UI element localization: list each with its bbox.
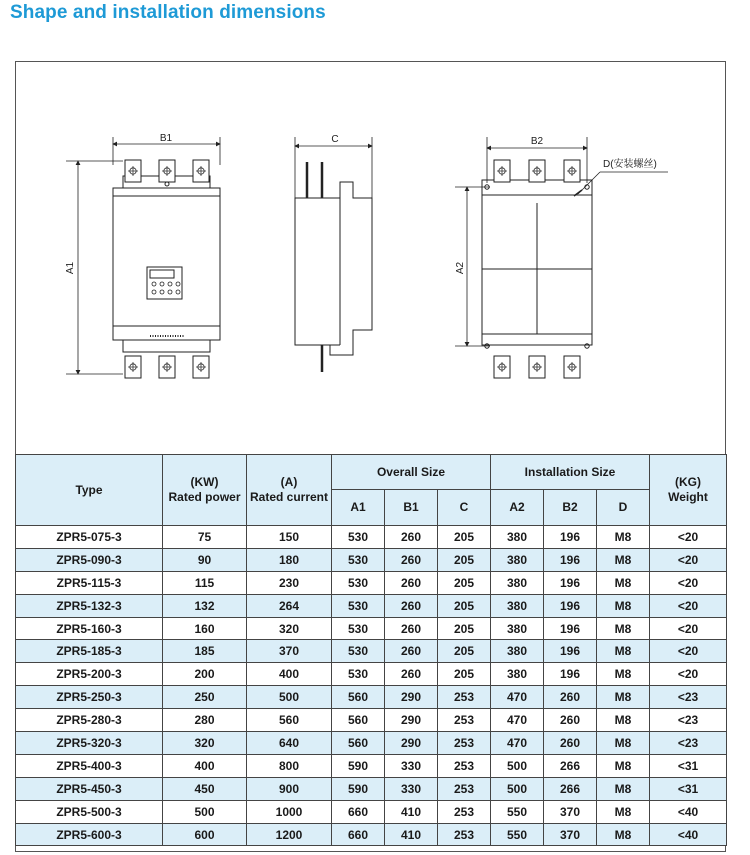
- cell-c: 205: [438, 571, 491, 594]
- cell-type: ZPR5-450-3: [16, 777, 163, 800]
- cell-weight: <20: [650, 663, 727, 686]
- cell-b2: 370: [544, 800, 597, 823]
- cell-power: 160: [163, 617, 247, 640]
- cell-type: ZPR5-160-3: [16, 617, 163, 640]
- header-weight-label: Weight: [668, 490, 708, 504]
- cell-d: M8: [597, 823, 650, 846]
- dim-label-a1: A1: [65, 261, 76, 275]
- cell-a1: 660: [332, 800, 385, 823]
- back-view: [482, 180, 592, 348]
- cell-a2: 550: [491, 823, 544, 846]
- cell-a2: 380: [491, 571, 544, 594]
- cell-current: 640: [247, 732, 332, 755]
- cell-b1: 260: [385, 526, 438, 549]
- cell-weight: <31: [650, 754, 727, 777]
- cell-current: 800: [247, 754, 332, 777]
- header-type: Type: [16, 455, 163, 526]
- header-b1: B1: [385, 490, 438, 526]
- cell-a1: 530: [332, 571, 385, 594]
- cell-d: M8: [597, 571, 650, 594]
- cell-type: ZPR5-185-3: [16, 640, 163, 663]
- cell-power: 75: [163, 526, 247, 549]
- cell-power: 500: [163, 800, 247, 823]
- cell-current: 500: [247, 686, 332, 709]
- cell-d: M8: [597, 709, 650, 732]
- cell-current: 264: [247, 594, 332, 617]
- cell-power: 185: [163, 640, 247, 663]
- cell-b2: 196: [544, 663, 597, 686]
- cell-a2: 380: [491, 640, 544, 663]
- cell-b2: 196: [544, 571, 597, 594]
- cell-current: 560: [247, 709, 332, 732]
- cell-c: 253: [438, 777, 491, 800]
- cell-d: M8: [597, 617, 650, 640]
- table-row: [16, 640, 727, 663]
- cell-d: M8: [597, 663, 650, 686]
- cell-type: ZPR5-400-3: [16, 754, 163, 777]
- cell-power: 250: [163, 686, 247, 709]
- header-installation-size: Installation Size: [491, 455, 650, 490]
- cell-a1: 560: [332, 732, 385, 755]
- cell-b2: 196: [544, 594, 597, 617]
- cell-d: M8: [597, 777, 650, 800]
- cell-b2: 260: [544, 732, 597, 755]
- cell-power: 115: [163, 571, 247, 594]
- cell-b2: 370: [544, 823, 597, 846]
- cell-a1: 530: [332, 594, 385, 617]
- cell-power: 450: [163, 777, 247, 800]
- dimension-drawing: [16, 62, 725, 454]
- cell-b2: 196: [544, 640, 597, 663]
- cell-current: 400: [247, 663, 332, 686]
- header-weight: [650, 455, 727, 526]
- cell-power: 320: [163, 732, 247, 755]
- cell-b1: 410: [385, 823, 438, 846]
- cell-a1: 560: [332, 686, 385, 709]
- table-row: [16, 754, 727, 777]
- table-row: [16, 823, 727, 846]
- table-row: [16, 526, 727, 549]
- cell-b1: 330: [385, 754, 438, 777]
- cell-c: 253: [438, 686, 491, 709]
- cell-a1: 530: [332, 640, 385, 663]
- header-power-unit: (KW): [190, 475, 219, 489]
- cell-b1: 260: [385, 663, 438, 686]
- cell-d: M8: [597, 686, 650, 709]
- cell-current: 320: [247, 617, 332, 640]
- cell-type: ZPR5-500-3: [16, 800, 163, 823]
- cell-b1: 410: [385, 800, 438, 823]
- cell-c: 253: [438, 823, 491, 846]
- cell-a2: 500: [491, 777, 544, 800]
- cell-type: ZPR5-320-3: [16, 732, 163, 755]
- cell-weight: <23: [650, 686, 727, 709]
- cell-d: M8: [597, 640, 650, 663]
- cell-type: ZPR5-280-3: [16, 709, 163, 732]
- cell-weight: <20: [650, 526, 727, 549]
- cell-current: 1200: [247, 823, 332, 846]
- cell-b2: 260: [544, 686, 597, 709]
- cell-type: ZPR5-090-3: [16, 548, 163, 571]
- dim-label-d: D(安装螺丝): [603, 159, 657, 170]
- table-row: [16, 686, 727, 709]
- cell-c: 205: [438, 663, 491, 686]
- cell-a2: 470: [491, 732, 544, 755]
- cell-current: 230: [247, 571, 332, 594]
- side-view: [295, 162, 372, 372]
- cell-b1: 290: [385, 732, 438, 755]
- cell-weight: <40: [650, 823, 727, 846]
- cell-weight: <20: [650, 617, 727, 640]
- cell-current: 370: [247, 640, 332, 663]
- cell-a2: 550: [491, 800, 544, 823]
- cell-type: ZPR5-132-3: [16, 594, 163, 617]
- cell-b1: 260: [385, 594, 438, 617]
- dim-label-b1: B1: [159, 133, 173, 144]
- header-current-unit: (A): [280, 475, 298, 489]
- header-current-label: Rated current: [249, 490, 329, 504]
- header-rated-current: [247, 455, 332, 526]
- cell-a1: 590: [332, 754, 385, 777]
- cell-current: 1000: [247, 800, 332, 823]
- cell-weight: <20: [650, 594, 727, 617]
- cell-c: 205: [438, 594, 491, 617]
- cell-a2: 470: [491, 709, 544, 732]
- cell-current: 900: [247, 777, 332, 800]
- cell-b2: 196: [544, 617, 597, 640]
- header-d: D: [597, 490, 650, 526]
- cell-type: ZPR5-115-3: [16, 571, 163, 594]
- cell-a1: 530: [332, 663, 385, 686]
- cell-b1: 260: [385, 571, 438, 594]
- cell-weight: <23: [650, 709, 727, 732]
- cell-current: 180: [247, 548, 332, 571]
- cell-power: 600: [163, 823, 247, 846]
- cell-c: 253: [438, 754, 491, 777]
- cell-b2: 266: [544, 777, 597, 800]
- cell-a2: 380: [491, 594, 544, 617]
- cell-c: 205: [438, 617, 491, 640]
- cell-c: 205: [438, 548, 491, 571]
- cell-b1: 330: [385, 777, 438, 800]
- cell-d: M8: [597, 594, 650, 617]
- cell-a2: 380: [491, 663, 544, 686]
- cell-a1: 660: [332, 823, 385, 846]
- cell-power: 400: [163, 754, 247, 777]
- page-title: Shape and installation dimensions: [10, 2, 326, 23]
- cell-power: 90: [163, 548, 247, 571]
- cell-c: 253: [438, 800, 491, 823]
- header-b2: B2: [544, 490, 597, 526]
- cell-b1: 290: [385, 686, 438, 709]
- dim-label-b2: B2: [530, 136, 544, 147]
- cell-a2: 500: [491, 754, 544, 777]
- cell-c: 205: [438, 526, 491, 549]
- table-row: [16, 800, 727, 823]
- cell-power: 200: [163, 663, 247, 686]
- cell-weight: <31: [650, 777, 727, 800]
- cell-d: M8: [597, 754, 650, 777]
- cell-weight: <23: [650, 732, 727, 755]
- cell-c: 253: [438, 732, 491, 755]
- cell-a2: 380: [491, 548, 544, 571]
- cell-power: 280: [163, 709, 247, 732]
- table-row: [16, 709, 727, 732]
- cell-a1: 560: [332, 709, 385, 732]
- header-weight-unit: (KG): [675, 475, 701, 489]
- front-view: [113, 176, 220, 352]
- cell-type: ZPR5-250-3: [16, 686, 163, 709]
- cell-weight: <20: [650, 548, 727, 571]
- cell-power: 132: [163, 594, 247, 617]
- cell-b1: 290: [385, 709, 438, 732]
- cell-current: 150: [247, 526, 332, 549]
- cell-weight: <20: [650, 571, 727, 594]
- table-row: [16, 663, 727, 686]
- cell-a1: 590: [332, 777, 385, 800]
- header-c: C: [438, 490, 491, 526]
- header-power-label: Rated power: [168, 490, 241, 504]
- header-rated-power: [163, 455, 247, 526]
- spec-table: [15, 454, 727, 846]
- cell-b2: 196: [544, 548, 597, 571]
- cell-d: M8: [597, 526, 650, 549]
- cell-type: ZPR5-200-3: [16, 663, 163, 686]
- cell-a1: 530: [332, 526, 385, 549]
- table-row: [16, 777, 727, 800]
- cell-b2: 196: [544, 526, 597, 549]
- cell-b1: 260: [385, 640, 438, 663]
- spec-table-body: [16, 526, 727, 846]
- cell-weight: <20: [650, 640, 727, 663]
- table-row: [16, 548, 727, 571]
- table-row: [16, 594, 727, 617]
- table-row: [16, 571, 727, 594]
- cell-b2: 266: [544, 754, 597, 777]
- cell-d: M8: [597, 732, 650, 755]
- cell-b2: 260: [544, 709, 597, 732]
- cell-type: ZPR5-600-3: [16, 823, 163, 846]
- cell-a2: 380: [491, 526, 544, 549]
- cell-b1: 260: [385, 548, 438, 571]
- cell-type: ZPR5-075-3: [16, 526, 163, 549]
- header-a2: A2: [491, 490, 544, 526]
- cell-d: M8: [597, 548, 650, 571]
- cell-a2: 380: [491, 617, 544, 640]
- table-row: [16, 617, 727, 640]
- dim-label-a2: A2: [455, 261, 466, 275]
- cell-a1: 530: [332, 617, 385, 640]
- cell-a2: 470: [491, 686, 544, 709]
- cell-weight: <40: [650, 800, 727, 823]
- cell-c: 253: [438, 709, 491, 732]
- dim-label-c: C: [331, 134, 339, 145]
- cell-a1: 530: [332, 548, 385, 571]
- cell-d: M8: [597, 800, 650, 823]
- header-overall-size: Overall Size: [332, 455, 491, 490]
- cell-c: 205: [438, 640, 491, 663]
- table-row: [16, 732, 727, 755]
- header-a1: A1: [332, 490, 385, 526]
- cell-b1: 260: [385, 617, 438, 640]
